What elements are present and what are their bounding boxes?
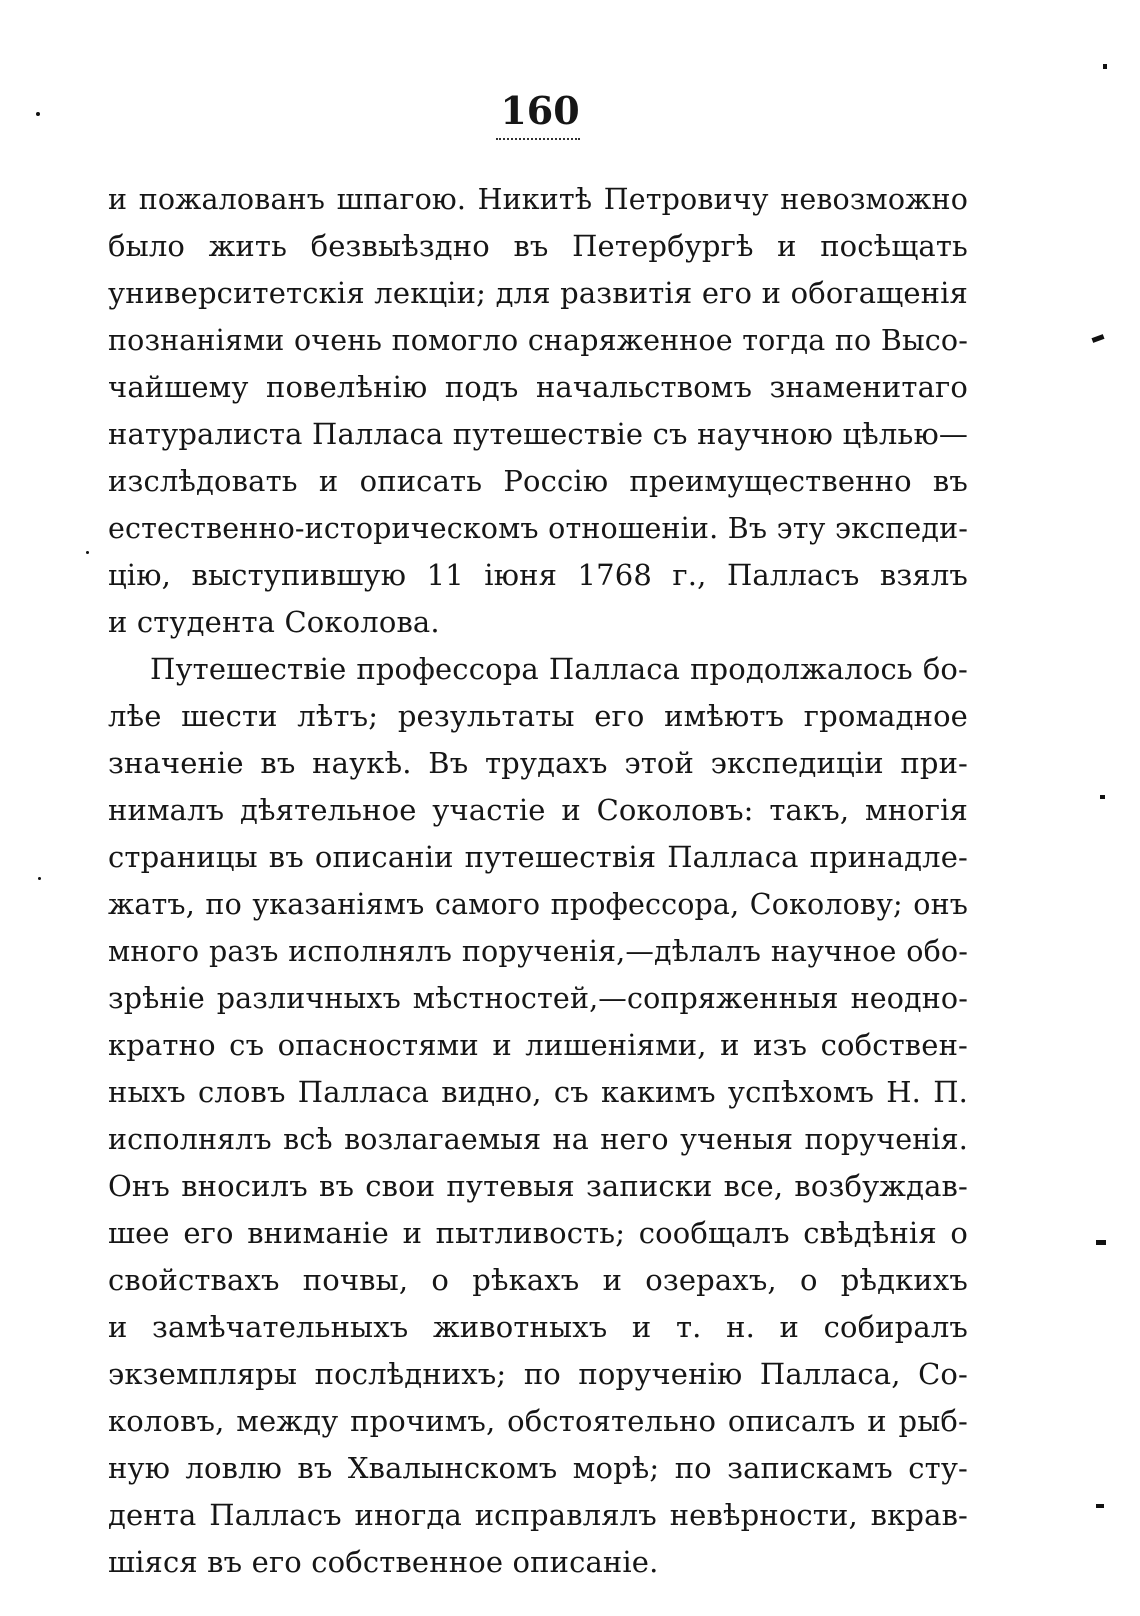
text-line: кратно съ опасностями и лишеніями, и изъ собствен- xyxy=(108,1028,968,1062)
text-line: много разъ исполнялъ порученія,—дѣлалъ научное обо- xyxy=(108,935,968,968)
text-line: натуралиста Палласа путешествіе съ научною цѣлью— xyxy=(108,417,968,451)
text-line: университетскія лекціи; для развитія его и обогащенія xyxy=(108,276,968,310)
text-line: нималъ дѣятельное участіе и Соколовъ: такъ, многія xyxy=(108,793,968,827)
scan-speck xyxy=(1100,795,1105,799)
scan-edge-mark xyxy=(1092,334,1105,343)
body-text xyxy=(108,176,968,1586)
text-line: и пожалованъ шпагою. Никитѣ Петровичу невозможно xyxy=(108,183,968,216)
paragraph-2 xyxy=(108,646,968,1586)
scan-speck xyxy=(86,551,89,554)
text-line: исполнялъ всѣ возлагаемыя на него ученыя порученія. xyxy=(108,1123,968,1156)
scan-speck xyxy=(36,112,40,116)
text-line: зрѣніе различныхъ мѣстностей,—сопряженныя неодно- xyxy=(108,982,968,1015)
text-line: страницы въ описаніи путешествія Палласа принадле- xyxy=(108,840,968,874)
text-line: цію, выступившую 11 іюня 1768 г., Палласъ взялъ xyxy=(108,558,968,592)
text-line: познаніями очень помогло снаряженное тогда по Высо- xyxy=(108,324,968,357)
text-line: ную ловлю въ Хвалынскомъ морѣ; по запискамъ сту- xyxy=(108,1451,968,1485)
text-line: свойствахъ почвы, о рѣкахъ и озерахъ, о рѣдкихъ xyxy=(108,1263,968,1297)
page-number: 160 xyxy=(500,88,580,133)
paragraph-1 xyxy=(108,176,968,646)
text-line: изслѣдовать и описать Россію преимущественно въ xyxy=(108,464,968,498)
scan-edge-mark xyxy=(1096,1504,1104,1508)
text-line: значеніе въ наукѣ. Въ трудахъ этой экспедиціи при- xyxy=(108,746,968,780)
scan-speck xyxy=(1103,64,1107,69)
text-line: шее его вниманіе и пытливость; сообщалъ свѣдѣнія о xyxy=(108,1216,968,1250)
scan-edge-mark xyxy=(1096,1240,1106,1245)
text-line: было жить безвыѣздно въ Петербургѣ и посѣщать xyxy=(108,229,968,263)
text-line: жатъ, по указаніямъ самого профессора, Соколову; онъ xyxy=(108,888,968,921)
text-line: коловъ, между прочимъ, обстоятельно описалъ и рыб- xyxy=(108,1404,968,1438)
scan-speck xyxy=(38,877,41,880)
text-line: Онъ вносилъ въ свои путевыя записки все, возбуждав- xyxy=(108,1169,968,1203)
text-line: и студента Соколова. xyxy=(108,605,440,639)
page-number-rule xyxy=(496,138,580,140)
text-line: дента Палласъ иногда исправлялъ невѣрности, вкрав- xyxy=(108,1498,968,1532)
text-line: ныхъ словъ Палласа видно, съ какимъ успѣхомъ Н. П. xyxy=(108,1075,968,1109)
text-line: шіяся въ его собственное описаніе. xyxy=(108,1545,659,1579)
text-line: и замѣчательныхъ животныхъ и т. н. и собиралъ xyxy=(108,1310,968,1344)
text-line: лѣе шести лѣтъ; результаты его имѣютъ громадное xyxy=(108,699,968,733)
text-line: Путешествіе профессора Палласа продолжалось бо- xyxy=(150,652,968,686)
text-line: чайшему повелѣнію подъ начальствомъ знаменитаго xyxy=(108,370,968,404)
text-line: экземпляры послѣднихъ; по порученію Палласа, Со- xyxy=(108,1357,968,1391)
text-line: естественно-историческомъ отношеніи. Въ эту экспеди- xyxy=(108,512,968,545)
